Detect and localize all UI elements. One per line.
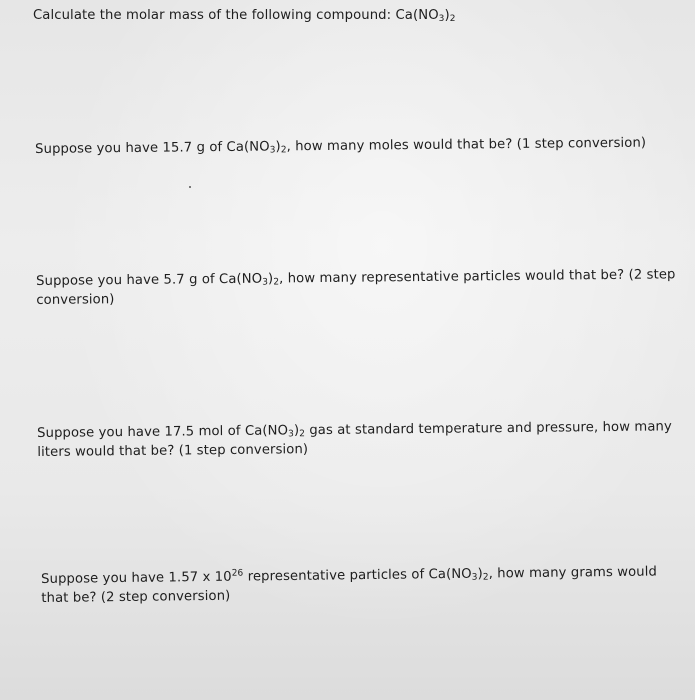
question-line: Calculate the molar mass of the following compound: $Ca(NO_3)_2$ — [33, 8, 456, 24]
question-line-2: liters would that be? (1 step conversion) — [37, 442, 309, 460]
question-moles-to-liters — [37, 417, 672, 462]
question-particles-to-grams — [41, 562, 657, 608]
question-grams-to-particles — [36, 265, 676, 310]
question-molar-mass — [33, 6, 456, 25]
question-line: Suppose you have 5.7 g of $Ca(NO_3)_2$, how many representative particles would that be? (2 step — [36, 267, 676, 289]
question-line-2: conversion) — [36, 292, 115, 308]
question-line: Suppose you have 15.7 g of $Ca(NO_3)_2$, how many moles would that be? (1 step conversion) — [35, 135, 647, 157]
question-grams-to-moles — [35, 134, 646, 159]
paper-speck — [189, 186, 191, 188]
question-line-2: that be? (2 step conversion) — [41, 588, 231, 606]
question-line: Suppose you have 17.5 mol of $Ca(NO_3)_2$ gas at standard temperature and pressure, how many — [37, 419, 672, 441]
question-line: Suppose you have 1.57 x $10^{26}$ representative particles of $Ca(NO_3)_2$, how many grams would — [41, 564, 658, 587]
